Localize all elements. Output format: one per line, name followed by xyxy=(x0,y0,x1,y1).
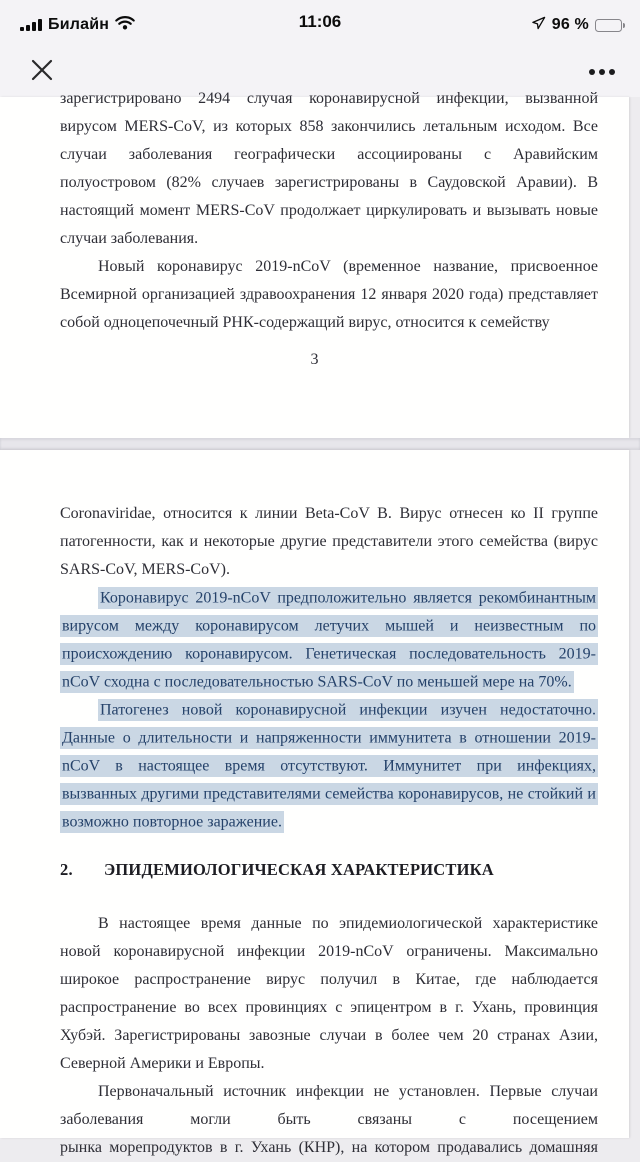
document-line: Северной Америки и Европы. xyxy=(60,1055,265,1072)
page-separator xyxy=(0,438,640,450)
document-line: случаи заболевания. xyxy=(60,230,199,247)
section-number: 2. xyxy=(60,860,73,879)
document-page-3 xyxy=(0,90,629,438)
document-line: заболевания могли быть связаны с посещением xyxy=(60,1111,598,1128)
battery-icon xyxy=(595,19,622,32)
document-line: SARS-CoV, MERS-CoV). xyxy=(60,561,230,578)
document-scroll-area[interactable] xyxy=(0,90,640,1156)
battery-percent-label: 96 % xyxy=(551,16,589,33)
close-icon xyxy=(29,57,55,88)
ellipsis-icon xyxy=(589,69,595,75)
document-line: собой одноцепочечный РНК-содержащий вирус, относится к семейству xyxy=(60,314,550,331)
document-line: патогенности, как и некоторые другие представители этого семейства (вирус xyxy=(60,533,598,550)
document-line: Патогенез новой коронавирусной инфекции изучен недостаточно. xyxy=(60,696,598,724)
document-line: полуостровом (82% случаев зарегистрированы в Саудовской Аравии). В xyxy=(60,174,598,191)
document-page-4 xyxy=(0,450,629,1156)
document-line: широкое распространение вирус получил в Китае, где наблюдается xyxy=(60,971,598,988)
document-line: зарегистрировано 2494 случая коронавирусной инфекции, вызванной xyxy=(60,90,598,107)
page-number: 3 xyxy=(310,351,319,368)
document-line: Новый коронавирус 2019-nCoV (временное название, присвоенное xyxy=(98,258,598,275)
document-line: происхождению коронавирусом. Генетическая последовательность 2019- xyxy=(60,640,598,668)
carrier-label: Билайн xyxy=(48,16,110,33)
page3-text xyxy=(0,85,629,337)
document-line: Первоначальный источник инфекции не установлен. Первые случаи xyxy=(98,1083,598,1100)
document-line: nCoV сходна с последовательностью SARS-CoV по меньшей мере на 70%. xyxy=(60,668,598,696)
document-line: новой коронавирусной инфекции 2019-nCoV ограничены. Максимально xyxy=(60,943,598,960)
document-line: В настоящее время данные по эпидемиологической характеристике xyxy=(98,915,598,932)
section-title: ЭПИДЕМИОЛОГИЧЕСКАЯ ХАРАКТЕРИСТИКА xyxy=(104,860,494,879)
clock: 11:06 xyxy=(298,12,342,31)
phone-chrome xyxy=(0,0,640,97)
document-line: случаи заболевания географически ассоциированы с Аравийским xyxy=(60,146,598,163)
document-line: вирусом MERS-CoV, из которых 858 закончились летальным исходом. Все xyxy=(60,118,598,135)
document-line: nCoV в настоящее время отсутствуют. Иммунитет при инфекциях, xyxy=(60,752,598,780)
document-line: вызванных другими представителями семейства коронавирусов, не стойкий и xyxy=(60,780,598,808)
page4-lower-text xyxy=(0,910,629,1162)
section-heading xyxy=(60,856,598,884)
document-line: рынка морепродуктов в г. Ухань (КНР), на котором продавались домашняя xyxy=(60,1139,598,1156)
document-line: возможно повторное заражение. xyxy=(60,808,598,836)
document-line: Данные о длительности и напряженности иммунитета в отношении 2019- xyxy=(60,724,598,752)
document-line: Коронавирус 2019-nCoV предположительно является рекомбинантным xyxy=(60,584,598,612)
page4-upper-text xyxy=(0,450,629,836)
status-bar xyxy=(0,0,640,44)
document-line: распространение во всех провинциях с эпицентром в г. Ухань, провинция xyxy=(60,999,598,1016)
document-line: Coronaviridae, относится к линии Beta-CoV B. Вирус отнесен ко II группе xyxy=(60,505,598,522)
document-line: настоящий момент MERS-CoV продолжает циркулировать и вызывать новые xyxy=(60,202,598,219)
document-line: Всемирной организацией здравоохранения 12 января 2020 года) представляет xyxy=(60,286,598,303)
document-line: вирусом между коронавирусом летучих мышей и неизвестным по xyxy=(60,612,598,640)
more-options-button[interactable] xyxy=(580,56,624,88)
document-line: Хубэй. Зарегистрированы завозные случаи в более чем 20 странах Азии, xyxy=(60,1027,598,1044)
